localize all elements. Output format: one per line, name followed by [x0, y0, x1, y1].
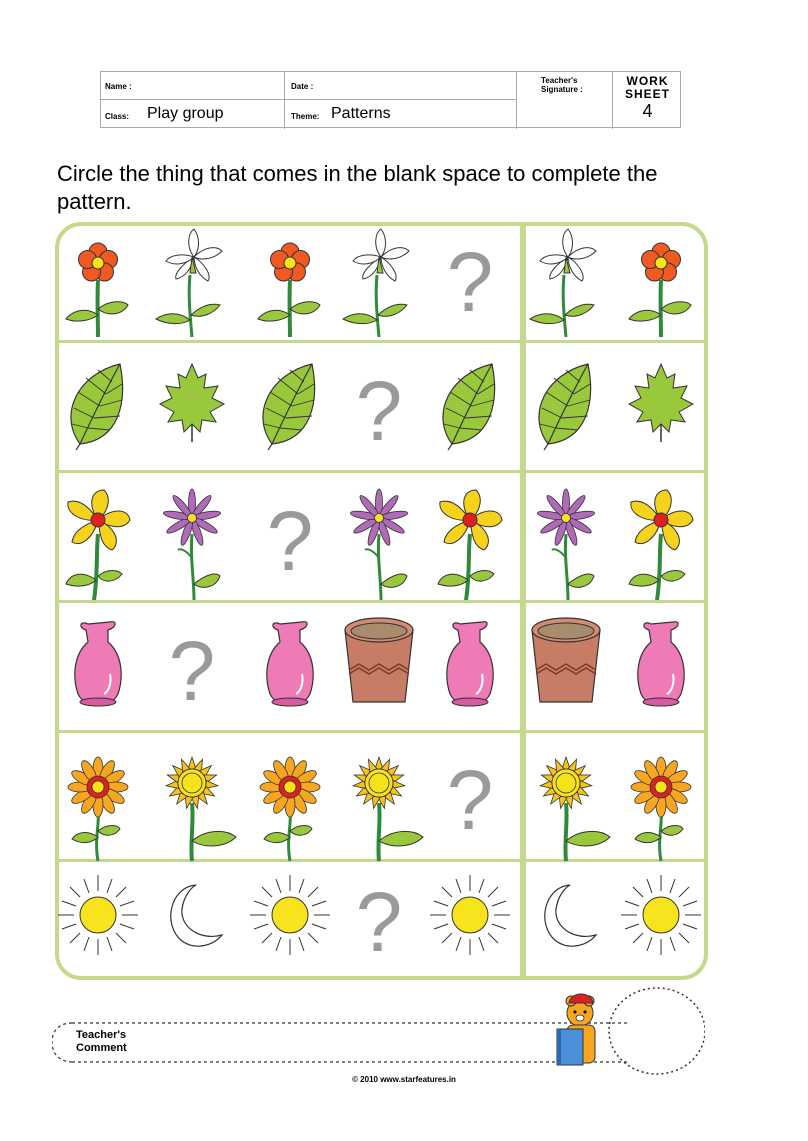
- worksheet-number-cell: [613, 72, 682, 129]
- theme-value: Patterns: [331, 105, 391, 122]
- question-mark: ?: [355, 875, 403, 969]
- class-cell: [101, 100, 285, 129]
- speech-bubble: [609, 988, 705, 1074]
- question-mark: ?: [446, 753, 494, 847]
- copyright-footer: © 2010 www.starfeatures.in: [352, 1075, 456, 1084]
- row-divider: [59, 600, 704, 603]
- instruction-text: Circle the thing that comes in the blank space to complete the pattern.: [57, 161, 658, 214]
- comment-label-line2: Comment: [76, 1042, 127, 1054]
- row-divider: [59, 340, 704, 343]
- question-mark: ?: [168, 624, 216, 718]
- teachers-comment-label: [76, 1029, 127, 1055]
- signature-label-line2: Signature :: [541, 85, 583, 94]
- bear-mascot-icon: [557, 994, 595, 1065]
- worksheet-label-line2: SHEET: [624, 87, 670, 101]
- question-mark: ?: [355, 364, 403, 458]
- comment-label-line1: Teacher's: [76, 1029, 127, 1041]
- signature-label-line1: Teacher's: [541, 76, 578, 85]
- date-cell[interactable]: [285, 72, 517, 100]
- mascot-and-bubble: [555, 985, 705, 1085]
- name-cell[interactable]: [101, 72, 285, 100]
- teachers-comment-box[interactable]: [52, 1020, 632, 1065]
- signature-cell[interactable]: [517, 72, 613, 129]
- question-mark: ?: [266, 494, 314, 588]
- worksheet-header: [100, 71, 681, 128]
- name-label: Name :: [105, 82, 132, 91]
- theme-label: Theme:: [291, 112, 320, 121]
- row-divider: [59, 470, 704, 473]
- row-divider: [59, 859, 704, 862]
- class-label: Class:: [105, 112, 130, 121]
- worksheet-number: 4: [642, 101, 653, 121]
- worksheet-label-line1: WORK: [626, 74, 669, 88]
- row-divider: [59, 730, 704, 733]
- signature-label: [541, 76, 583, 94]
- theme-cell: [285, 100, 517, 129]
- question-mark: ?: [446, 235, 494, 329]
- class-value: Play group: [147, 105, 224, 122]
- date-label: Date :: [291, 82, 314, 91]
- pattern-grid: [55, 222, 708, 980]
